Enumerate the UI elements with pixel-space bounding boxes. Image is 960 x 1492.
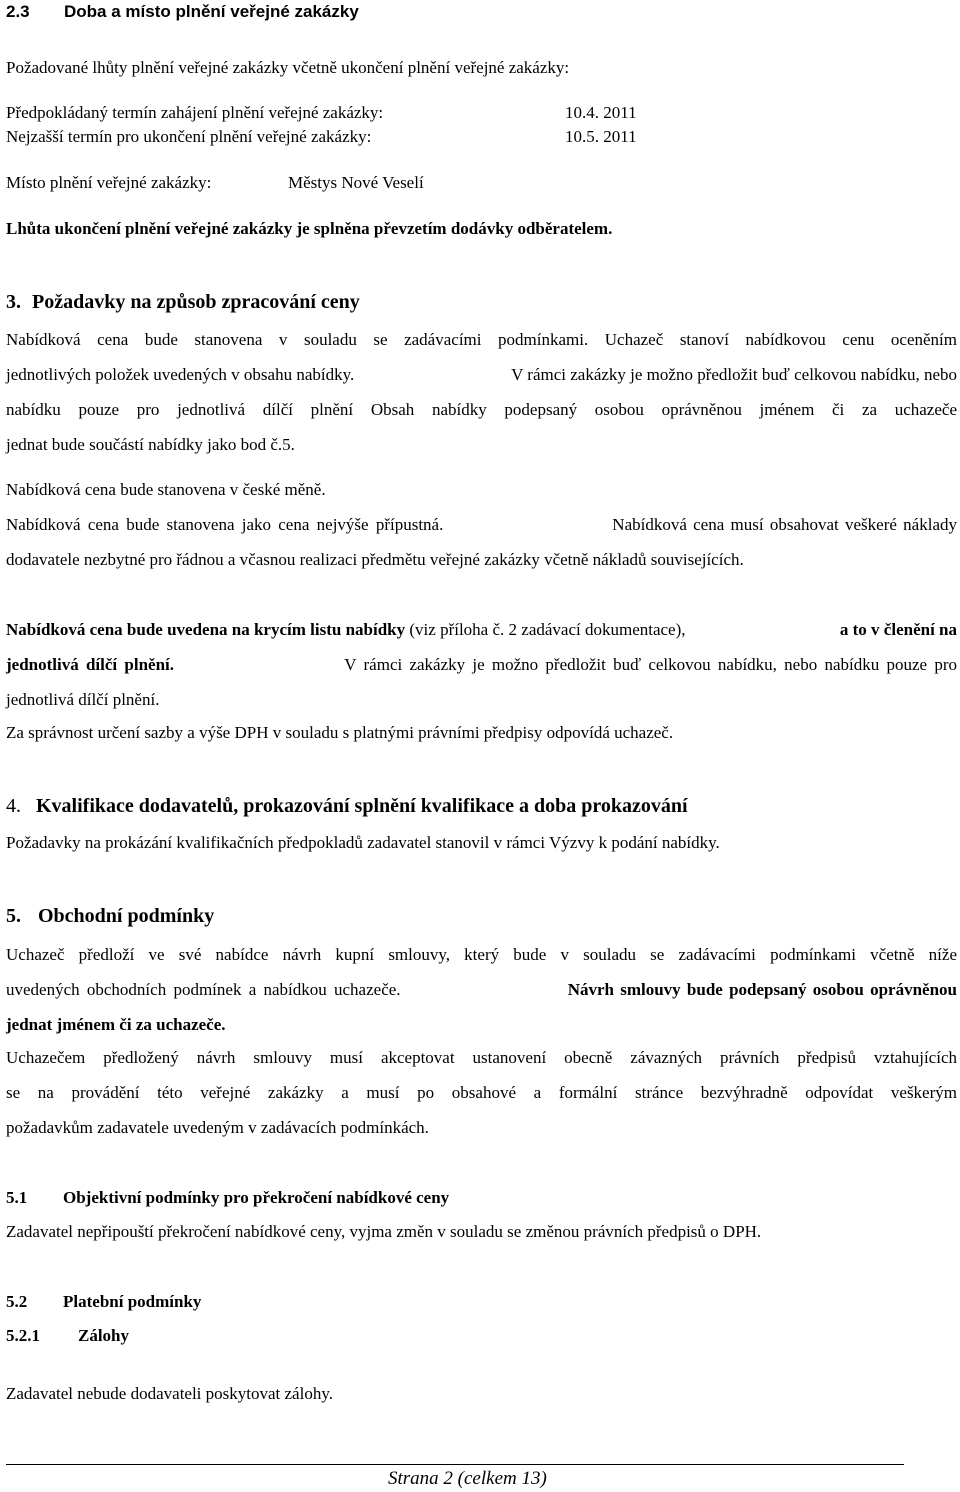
section-number: 5. <box>6 905 21 927</box>
paragraph-span: Nabídková cena musí obsahovat veškeré náklady <box>612 515 957 534</box>
paragraph-line <box>6 620 957 640</box>
section-heading-5 <box>6 904 214 928</box>
section-title: Požadavky na způsob zpracování ceny <box>32 291 360 313</box>
section-title: Doba a místo plnění veřejné zakázky <box>64 2 359 21</box>
section-heading-4 <box>6 794 688 818</box>
bold-span: jednotlivá dílčí plnění. <box>6 655 174 674</box>
paragraph: Požadavky na prokázání kvalifikačních předpokladů zadavatel stanovil v rámci Výzvy k podání nabídky. <box>6 833 720 852</box>
section-title: Objektivní podmínky pro překročení nabídkové ceny <box>63 1188 450 1207</box>
paragraph: Zadavatel nepřipouští překročení nabídkové ceny, vyjma změn v souladu se změnou právních předpisů o DPH. <box>6 1222 762 1241</box>
paragraph-line <box>6 365 957 385</box>
section-heading-5-2 <box>6 1292 202 1312</box>
paragraph-span: jednotlivých položek uvedených v obsahu nabídky. <box>6 365 355 384</box>
section-title: Obchodní podmínky <box>38 905 215 927</box>
end-date-value: 10.5. 2011 <box>565 127 637 146</box>
paragraph-line: jednat bude součástí nabídky jako bod č.5. <box>6 435 295 454</box>
paragraph-line <box>6 515 957 535</box>
section-heading-5-2-1 <box>6 1326 130 1346</box>
paragraph-span: V rámci zakázky je možno předložit buď celkovou nabídku, nebo <box>511 365 957 384</box>
paragraph-span: uvedených obchodních podmínek a nabídkou uchazeče. <box>6 980 401 999</box>
section-heading-5-1 <box>6 1188 450 1208</box>
section-number: 5.2 <box>6 1292 28 1311</box>
section-title: Platební podmínky <box>63 1292 202 1311</box>
lhuty-intro: Požadované lhůty plnění veřejné zakázky včetně ukončení plnění veřejné zakázky: <box>6 58 570 77</box>
paragraph: Nabídková cena bude stanovena v české měně. <box>6 480 326 499</box>
paragraph-span: V rámci zakázky je možno předložit buď celkovou nabídku, nebo nabídku pouze pro <box>344 655 957 674</box>
paragraph-span: Nabídková cena bude stanovena jako cena nejvýše přípustná. <box>6 515 444 534</box>
place-value: Městys Nové Veselí <box>288 173 424 192</box>
paragraph: Za správnost určení sazby a výše DPH v souladu s platnými právními předpisy odpovídá uchazeč. <box>6 723 674 742</box>
section-number: 3. <box>6 291 21 313</box>
section-title: Kvalifikace dodavatelů, prokazování splnění kvalifikace a doba prokazování <box>36 795 688 817</box>
footer-rule <box>6 1464 904 1465</box>
section-number: 5.2.1 <box>6 1326 40 1345</box>
section-heading-2-3 <box>6 2 359 22</box>
section-number: 4. <box>6 795 21 817</box>
paragraph-line: nabídku pouze pro jednotlivá dílčí plnění Obsah nabídky podepsaný osobou oprávněnou jménem či za uchazeče <box>6 400 957 419</box>
end-date-label: Nejzašší termín pro ukončení plnění veřejné zakázky: <box>6 127 372 146</box>
section-number: 5.1 <box>6 1188 28 1207</box>
paragraph-line: jednotlivá dílčí plnění. <box>6 690 160 709</box>
paragraph-line: Uchazečem předložený návrh smlouvy musí akceptovat ustanovení obecně závazných právních předpisů vztahujících <box>6 1048 957 1067</box>
paragraph-line: se na provádění této veřejné zakázky a musí po obsahové a formální stránce bezvýhradně odpovídat veškerým <box>6 1083 957 1102</box>
place-label: Místo plnění veřejné zakázky: <box>6 173 212 192</box>
paragraph-line: Nabídková cena bude stanovena v souladu se zadávacími podmínkami. Uchazeč stanoví nabídkovou cenu oceněním <box>6 330 957 349</box>
deadline-note: Lhůta ukončení plnění veřejné zakázky je splněna převzetím dodávky odběratelem. <box>6 219 613 238</box>
paragraph-line: požadavkům zadavatele uvedeným v zadávacích podmínkách. <box>6 1118 429 1137</box>
start-date-value: 10.4. 2011 <box>565 103 637 122</box>
page-number: Strana 2 (celkem 13) <box>388 1468 547 1489</box>
paragraph-line <box>6 655 957 675</box>
paragraph: Zadavatel nebude dodavateli poskytovat zálohy. <box>6 1384 333 1403</box>
section-heading-3 <box>6 290 360 314</box>
bold-span: Nabídková cena bude uvedena na krycím listu nabídky <box>6 620 406 639</box>
paragraph-line: dodavatele nezbytné pro řádnou a včasnou realizaci předmětu veřejné zakázky včetně nákladů souvisejících. <box>6 550 744 569</box>
paragraph-span: (viz příloha č. 2 zadávací dokumentace), <box>409 620 686 639</box>
section-title: Zálohy <box>78 1326 130 1345</box>
bold-span: a to v členění na <box>839 620 957 639</box>
paragraph-line: jednat jménem či za uchazeče. <box>6 1015 226 1034</box>
start-date-label: Předpokládaný termín zahájení plnění veřejné zakázky: <box>6 103 384 122</box>
section-number: 2.3 <box>6 2 30 21</box>
paragraph-line: Uchazeč předloží ve své nabídce návrh kupní smlouvy, který bude v souladu se zadávacími podmínkami včetně níže <box>6 945 957 964</box>
paragraph-line <box>6 980 957 1000</box>
bold-span: Návrh smlouvy bude podepsaný osobou oprávněnou <box>567 980 957 999</box>
